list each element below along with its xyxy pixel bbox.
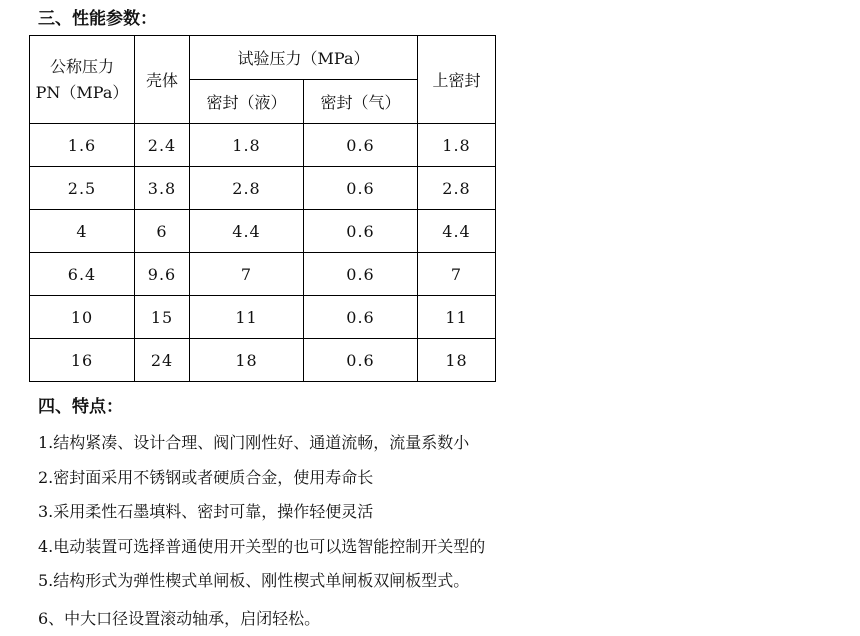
- cell-shell: 24: [135, 339, 190, 382]
- header-shell: 壳体: [135, 36, 190, 124]
- cell-nominal-pressure: 16: [30, 339, 135, 382]
- cell-seal-gas: 0.6: [304, 210, 418, 253]
- feature-item: 2.密封面采用不锈钢或者硬质合金，使用寿命长: [38, 461, 485, 496]
- header-seal-gas: 密封（气）: [304, 80, 418, 124]
- cell-nominal-pressure: 6.4: [30, 253, 135, 296]
- header-nominal-pressure-line2: PN（MPa）: [30, 80, 134, 106]
- section-title-features: 四、特点：: [38, 392, 123, 417]
- cell-seal-liquid: 7: [190, 253, 304, 296]
- cell-shell: 6: [135, 210, 190, 253]
- feature-item: 5.结构形式为弹性楔式单闸板、刚性楔式单闸板双闸板型式。: [38, 564, 485, 599]
- cell-seal-liquid: 18: [190, 339, 304, 382]
- table-header-row: [30, 36, 496, 80]
- header-nominal-pressure-line1: 公称压力: [30, 54, 134, 80]
- cell-upper-seal: 7: [418, 253, 496, 296]
- cell-nominal-pressure: 1.6: [30, 124, 135, 167]
- cell-seal-gas: 0.6: [304, 124, 418, 167]
- table-row: [30, 210, 496, 253]
- table-row: [30, 253, 496, 296]
- cell-upper-seal: 4.4: [418, 210, 496, 253]
- cell-upper-seal: 18: [418, 339, 496, 382]
- cell-nominal-pressure: 4: [30, 210, 135, 253]
- table-row: [30, 124, 496, 167]
- header-test-pressure: 试验压力（MPa）: [190, 36, 418, 80]
- cell-shell: 9.6: [135, 253, 190, 296]
- cell-seal-gas: 0.6: [304, 296, 418, 339]
- section-title-performance: 三、性能参数：: [38, 4, 157, 29]
- header-upper-seal: 上密封: [418, 36, 496, 124]
- header-seal-liquid: 密封（液）: [190, 80, 304, 124]
- feature-item: 6、中大口径设置滚动轴承，启闭轻松。: [38, 602, 485, 636]
- cell-upper-seal: 2.8: [418, 167, 496, 210]
- cell-seal-gas: 0.6: [304, 167, 418, 210]
- cell-upper-seal: 1.8: [418, 124, 496, 167]
- table-row: [30, 339, 496, 382]
- feature-item: 1.结构紧凑、设计合理、阀门刚性好、通道流畅，流量系数小: [38, 426, 485, 461]
- cell-seal-liquid: 1.8: [190, 124, 304, 167]
- cell-shell: 2.4: [135, 124, 190, 167]
- table-row: [30, 296, 496, 339]
- header-nominal-pressure: [30, 36, 135, 124]
- cell-nominal-pressure: 10: [30, 296, 135, 339]
- cell-seal-gas: 0.6: [304, 253, 418, 296]
- cell-shell: 3.8: [135, 167, 190, 210]
- feature-item: 3.采用柔性石墨填料、密封可靠，操作轻便灵活: [38, 495, 485, 530]
- feature-item: 4.电动装置可选择普通使用开关型的也可以选智能控制开关型的: [38, 530, 485, 565]
- cell-seal-gas: 0.6: [304, 339, 418, 382]
- performance-table: [29, 35, 496, 382]
- cell-seal-liquid: 4.4: [190, 210, 304, 253]
- cell-seal-liquid: 2.8: [190, 167, 304, 210]
- table-row: [30, 167, 496, 210]
- cell-seal-liquid: 11: [190, 296, 304, 339]
- cell-upper-seal: 11: [418, 296, 496, 339]
- cell-shell: 15: [135, 296, 190, 339]
- cell-nominal-pressure: 2.5: [30, 167, 135, 210]
- features-list: [38, 426, 485, 636]
